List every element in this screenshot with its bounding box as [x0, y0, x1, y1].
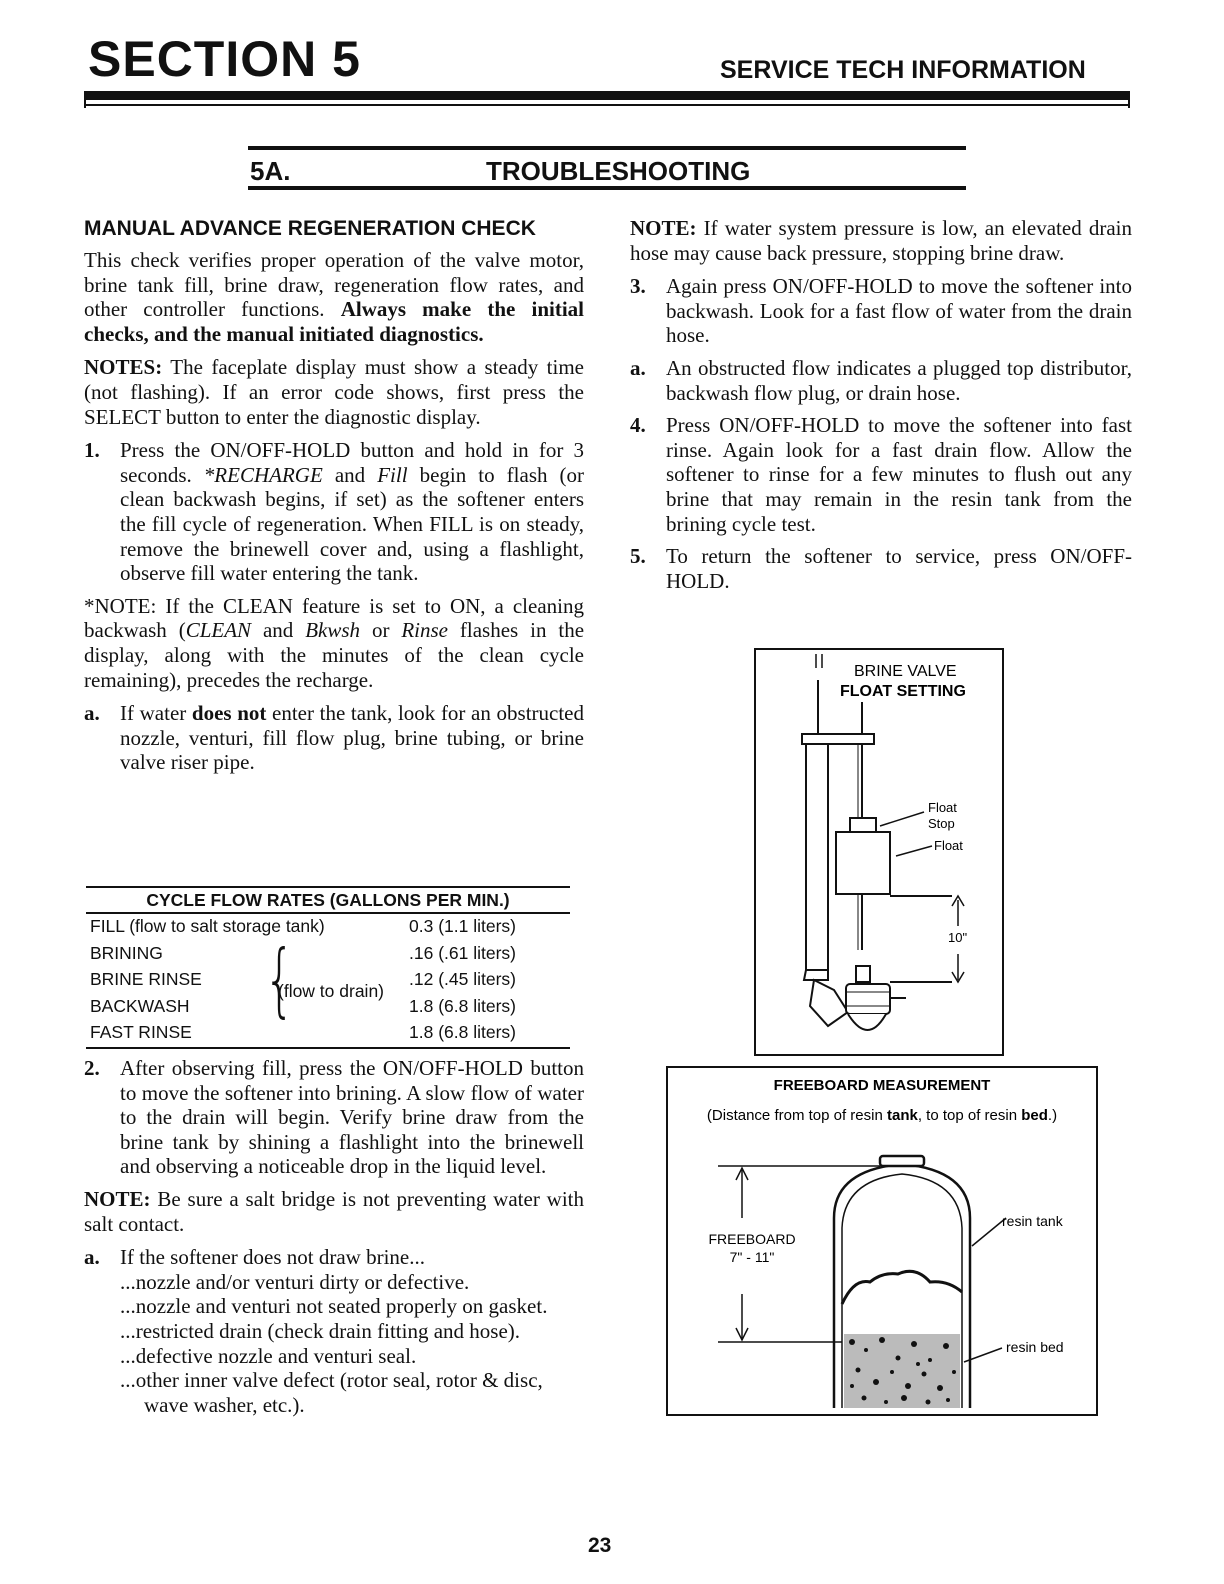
freeboard-illustration	[668, 1068, 1096, 1414]
salt-note	[84, 1187, 584, 1236]
right-column	[630, 216, 1132, 601]
list-item: ...restricted drain (check drain fitting and hose).	[120, 1318, 521, 1343]
step-2a-text: If the softener does not draw brine...	[120, 1245, 425, 1270]
table-row	[86, 914, 570, 941]
header-rule-thin	[84, 104, 1130, 106]
float-title-2: FLOAT SETTING	[840, 683, 966, 700]
notes-paragraph	[84, 355, 584, 429]
resin-bed-label: resin bed	[1006, 1339, 1064, 1355]
step-1-recharge: *RECHARGE	[203, 462, 323, 487]
flow-table-title: CYCLE FLOW RATES (GALLONS PER MIN.)	[86, 886, 570, 914]
step-2-number: 2.	[84, 1056, 100, 1080]
float-title-1: BRINE VALVE	[854, 663, 957, 680]
float-measure-label: 10"	[948, 930, 968, 945]
table-row	[86, 941, 570, 968]
step-2	[84, 1056, 584, 1179]
left-column-lower	[84, 1056, 584, 1417]
list-item: ...defective nozzle and venturi seal.	[120, 1343, 417, 1368]
clean-note-clean: CLEAN	[185, 618, 252, 643]
clean-note-or: or	[371, 618, 390, 643]
freeboard-caption	[707, 1107, 1057, 1124]
float-stop-label-2: Stop	[928, 816, 955, 831]
header-rule-cap-right	[1128, 98, 1130, 108]
list-item: ...nozzle and venturi not seated properly on gasket.	[120, 1294, 548, 1319]
float-stop-label: Float	[928, 800, 957, 815]
page-number: 23	[588, 1534, 612, 1557]
freeboard-caption-tank: tank	[887, 1107, 918, 1124]
step-2a-label: a.	[84, 1245, 100, 1270]
step-1-and: and	[334, 462, 366, 487]
step-1-fill: Fill	[377, 462, 408, 487]
check-heading: MANUAL ADVANCE REGENERATION CHECK	[84, 217, 536, 240]
table-cell-value: 0.3 (1.1 liters)	[409, 916, 516, 936]
step-5-text: To return the softener to service, press ON/OFF-HOLD.	[666, 544, 1132, 593]
step-3a-text: An obstructed flow indicates a plugged top distributor, backwash flow plug, or drain hose.	[666, 355, 1132, 405]
step-1a-label: a.	[84, 701, 100, 726]
brace-icon: {	[264, 933, 295, 1026]
section-title: SECTION 5	[88, 31, 361, 87]
subsection-rule-top	[248, 146, 966, 150]
table-cell-value: .12 (.45 liters)	[409, 969, 516, 989]
step-1a-bold: does not	[191, 701, 267, 726]
step-3-text: Again press ON/OFF-HOLD to move the softener into backwash. Look for a fast flow of water from the drain hose.	[666, 274, 1132, 348]
table-cell-label: BRINING	[90, 942, 163, 963]
brine-causes-list	[84, 1270, 584, 1418]
freeboard-caption-bed: bed	[1021, 1107, 1048, 1124]
clean-note-bkwsh: Bkwsh	[305, 618, 361, 643]
table-row	[86, 1020, 570, 1049]
freeboard-caption-b: , to top of resin	[917, 1107, 1022, 1124]
step-1-text-a: Press the ON/OFF-HOLD button and hold in for 3 seconds.	[120, 438, 584, 487]
clean-note-a: *NOTE: If the CLEAN feature is set to ON, a cleaning backwash (	[84, 593, 584, 643]
table-cell-value: .16 (.61 liters)	[409, 942, 516, 963]
brine-valve-illustration	[756, 650, 1002, 1054]
left-column	[84, 216, 584, 783]
clean-note-and: and	[262, 618, 294, 643]
table-cell-label: BACKWASH	[90, 995, 190, 1016]
freeboard-diagram	[666, 1066, 1098, 1416]
list-item: ...other inner valve defect (rotor seal, rotor & disc, wave washer, etc.).	[120, 1368, 543, 1417]
table-cell-value: 1.8 (6.8 liters)	[409, 1022, 516, 1042]
notes-label: NOTES:	[84, 355, 163, 380]
table-cell-label: FAST RINSE	[90, 1022, 192, 1042]
step-1a-post: enter the tank, look for an obstructed nozzle, venturi, fill flow plug, brine tubing, or brine valve riser pipe.	[120, 701, 584, 775]
salt-note-text: Be sure a salt bridge is not preventing water with salt contact.	[84, 1186, 584, 1236]
table-cell-value: 1.8 (6.8 liters)	[409, 995, 516, 1016]
step-1a	[84, 701, 584, 775]
freeboard-caption-c: .)	[1047, 1107, 1058, 1124]
list-item: ...nozzle and/or venturi dirty or defective.	[120, 1269, 470, 1294]
clean-note-b: flashes in the display, along with the minutes of the clean cycle remaining), precedes the recharge.	[84, 618, 585, 692]
resin-tank-label: resin tank	[1002, 1213, 1063, 1229]
freeboard-caption-a: (Distance from top of resin	[706, 1107, 887, 1124]
step-5-number: 5.	[630, 544, 646, 569]
notes-text: The faceplate display must show a steady time (not flashing). If an error code shows, first press the SELECT button to enter the diagnostic display.	[84, 355, 584, 429]
header-rule	[84, 91, 1130, 100]
pressure-note	[630, 216, 1132, 265]
section-subtitle: SERVICE TECH INFORMATION	[720, 56, 1086, 84]
pressure-note-text: If water system pressure is low, an elevated drain hose may cause back pressure, stopping brine draw.	[630, 216, 1132, 265]
freeboard-title: FREEBOARD MEASUREMENT	[773, 1077, 991, 1094]
step-3-number: 3.	[630, 274, 646, 299]
intro-paragraph	[84, 248, 584, 346]
step-4	[630, 413, 1132, 536]
table-cell-label: FILL (flow to salt storage tank)	[90, 916, 325, 936]
step-3	[630, 274, 1132, 348]
freeboard-range: 7" - 11"	[729, 1249, 775, 1265]
step-3a	[630, 356, 1132, 405]
brine-valve-diagram	[754, 648, 1004, 1056]
subsection-number: 5A.	[250, 156, 291, 186]
step-4-text: Press ON/OFF-HOLD to move the softener into fast rinse. Again look for a fast drain flow. Allow the softener to rinse for a few minutes to flush out any brine that may remain in the resin tank from the brining cycle test.	[666, 413, 1132, 536]
pressure-note-label: NOTE:	[630, 216, 697, 240]
step-1-number: 1.	[84, 438, 100, 463]
drain-note: (flow to drain)	[278, 981, 385, 1001]
step-1	[84, 438, 584, 586]
step-3a-label: a.	[630, 355, 646, 380]
intro-bold: Always make the initial checks, and the manual initiated diagnostics.	[84, 297, 585, 346]
header-rule-cap-left	[84, 98, 86, 108]
table-cell-label: BRINE RINSE	[90, 969, 202, 989]
clean-note-rinse: Rinse	[401, 618, 448, 643]
step-1-text-b: begin to flash (or clean backwash begins, if set) as the softener enters the fill cycle of regeneration. When FILL is on steady, remove the brinewell cover and, using a flashlight, observe fill water entering the tank.	[120, 462, 585, 586]
step-5	[630, 544, 1132, 593]
step-2a	[84, 1245, 584, 1270]
freeboard-label: FREEBOARD	[708, 1231, 796, 1247]
step-1a-pre: If water	[120, 701, 187, 726]
subsection-title: TROUBLESHOOTING	[486, 156, 751, 186]
step-2-text: After observing fill, press the ON/OFF-HOLD button to move the softener into brining. A slow flow of water to the drain will begin. Verify brine draw from the brine tank by shining a flashlight into the brinewell and observing a noticeable drop in the liquid level.	[120, 1056, 584, 1179]
salt-note-label: NOTE:	[84, 1186, 151, 1211]
intro-text: This check verifies proper operation of the valve motor, brine tank fill, brine draw, regeneration flow rates, and other controller functions.	[84, 248, 584, 322]
clean-note	[84, 594, 584, 692]
subsection-rule-bottom	[248, 186, 966, 190]
step-4-number: 4.	[630, 413, 646, 438]
flow-rate-table	[86, 886, 570, 1049]
float-label: Float	[934, 838, 963, 853]
